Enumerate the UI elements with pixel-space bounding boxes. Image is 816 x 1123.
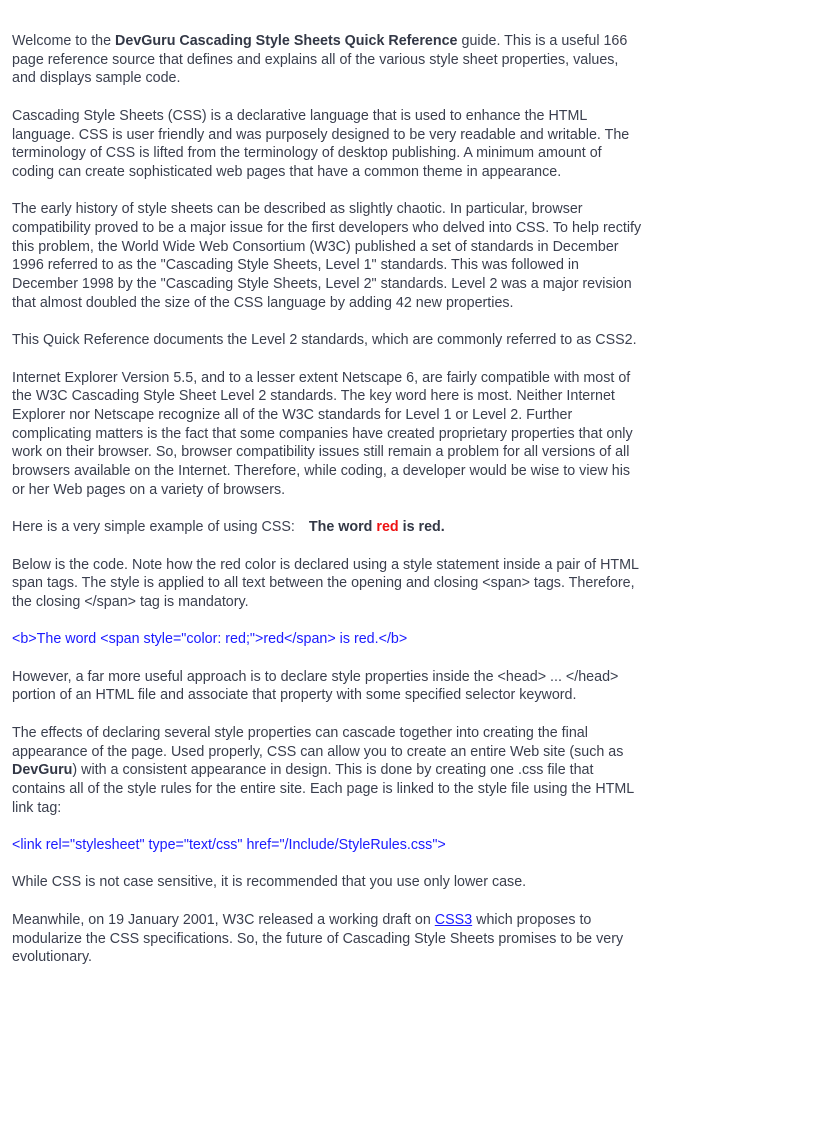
example-text-2: is red. bbox=[398, 519, 445, 536]
code-explanation-paragraph: Below is the code. Note how the red color is declared using a style statement inside a pair of HTML span tags. The style is applied to all text between the opening and closing <span> tags. Therefore, the closing </span> tag is mandatory. bbox=[12, 556, 639, 610]
example-red-word: red bbox=[376, 519, 399, 536]
intro-text-cont: guide. This is a useful 166 page reference source that defines and explains all of the various style sheet properties, values, and displays sample code. bbox=[12, 33, 628, 87]
cascade-text: The effects of declaring several style properties can cascade together into creating the final appearance of the page. Used properly, CSS can allow you to create an entire Web site (such as bbox=[12, 724, 624, 760]
css3-text-cont: which proposes to modularize the CSS specifications. So, the future of Cascading Style Sheets promises to be very evolutionary. bbox=[12, 911, 624, 966]
intro-paragraph bbox=[12, 32, 642, 88]
history-paragraph: The early history of style sheets can be described as slightly chaotic. In particular, browser compatibility proved to be a major issue for the first developers who delved into CSS. To help rectify this problem, the World Wide Web Consortium (W3C) published a set of standards in December 1996 referred to as the "Cascading Style Sheets, Level 1" standards. This was followed in December 1998 by the "Cascading Style Sheets, Level 2" standards. Level 2 was a major revision that almost doubled the size of the CSS language by adding 42 new properties. bbox=[12, 201, 642, 311]
intro-text: Welcome to the bbox=[12, 33, 116, 49]
document-body bbox=[12, 32, 642, 986]
css3-link[interactable]: CSS3 bbox=[434, 911, 473, 928]
example-intro: Here is a very simple example of using CSS: bbox=[12, 519, 295, 536]
code-sample-span: <b>The word <span style="color: red;">red</span> is red.</b> bbox=[12, 631, 408, 648]
css3-paragraph bbox=[12, 911, 642, 967]
example-output bbox=[309, 519, 445, 535]
brand-name: DevGuru bbox=[12, 762, 73, 779]
css2-paragraph: This Quick Reference documents the Level 2 standards, which are commonly referred to as CSS2. bbox=[12, 332, 637, 349]
cascade-paragraph bbox=[12, 724, 642, 818]
example-paragraph bbox=[12, 518, 642, 537]
example-text-1: The word bbox=[308, 519, 377, 536]
css3-text: Meanwhile, on 19 January 2001, W3C released a working draft on bbox=[12, 911, 435, 928]
case-sensitivity-paragraph: While CSS is not case sensitive, it is recommended that you use only lower case. bbox=[12, 874, 527, 891]
cascade-text-cont: ) with a consistent appearance in design. This is done by creating one .css file that contains all of the style rules for the entire site. Each page is linked to the style file using the HTML link tag: bbox=[12, 762, 634, 816]
css-definition-paragraph: Cascading Style Sheets (CSS) is a declarative language that is used to enhance the HTML language. CSS is user friendly and was purposely designed to be very readable and writable. The terminology of CSS is lifted from the terminology of desktop publishing. A minimum amount of coding can create sophisticated web pages that have a common theme in appearance. bbox=[12, 107, 630, 180]
head-approach-paragraph: However, a far more useful approach is to declare style properties inside the <head> ... </head> portion of an HTML file and associate that property with some specified selector keyword. bbox=[12, 668, 619, 704]
compatibility-paragraph: Internet Explorer Version 5.5, and to a lesser extent Netscape 6, are fairly compatible with most of the W3C Cascading Style Sheet Level 2 standards. The key word here is most. Neither Internet Explorer nor Netscape recognize all of the W3C standards for Level 1 or Level 2. Further complicating matters is the fact that some companies have created proprietary properties that only work on their browser. So, browser compatibility issues still remain a problem for all versions of all browsers available on the Internet. Therefore, while coding, a developer would be wise to view his or her Web pages on a variety of browsers. bbox=[12, 369, 633, 498]
code-sample-link: <link rel="stylesheet" type="text/css" href="/Include/StyleRules.css"> bbox=[12, 837, 446, 854]
guide-title: DevGuru Cascading Style Sheets Quick Reference bbox=[115, 33, 458, 49]
